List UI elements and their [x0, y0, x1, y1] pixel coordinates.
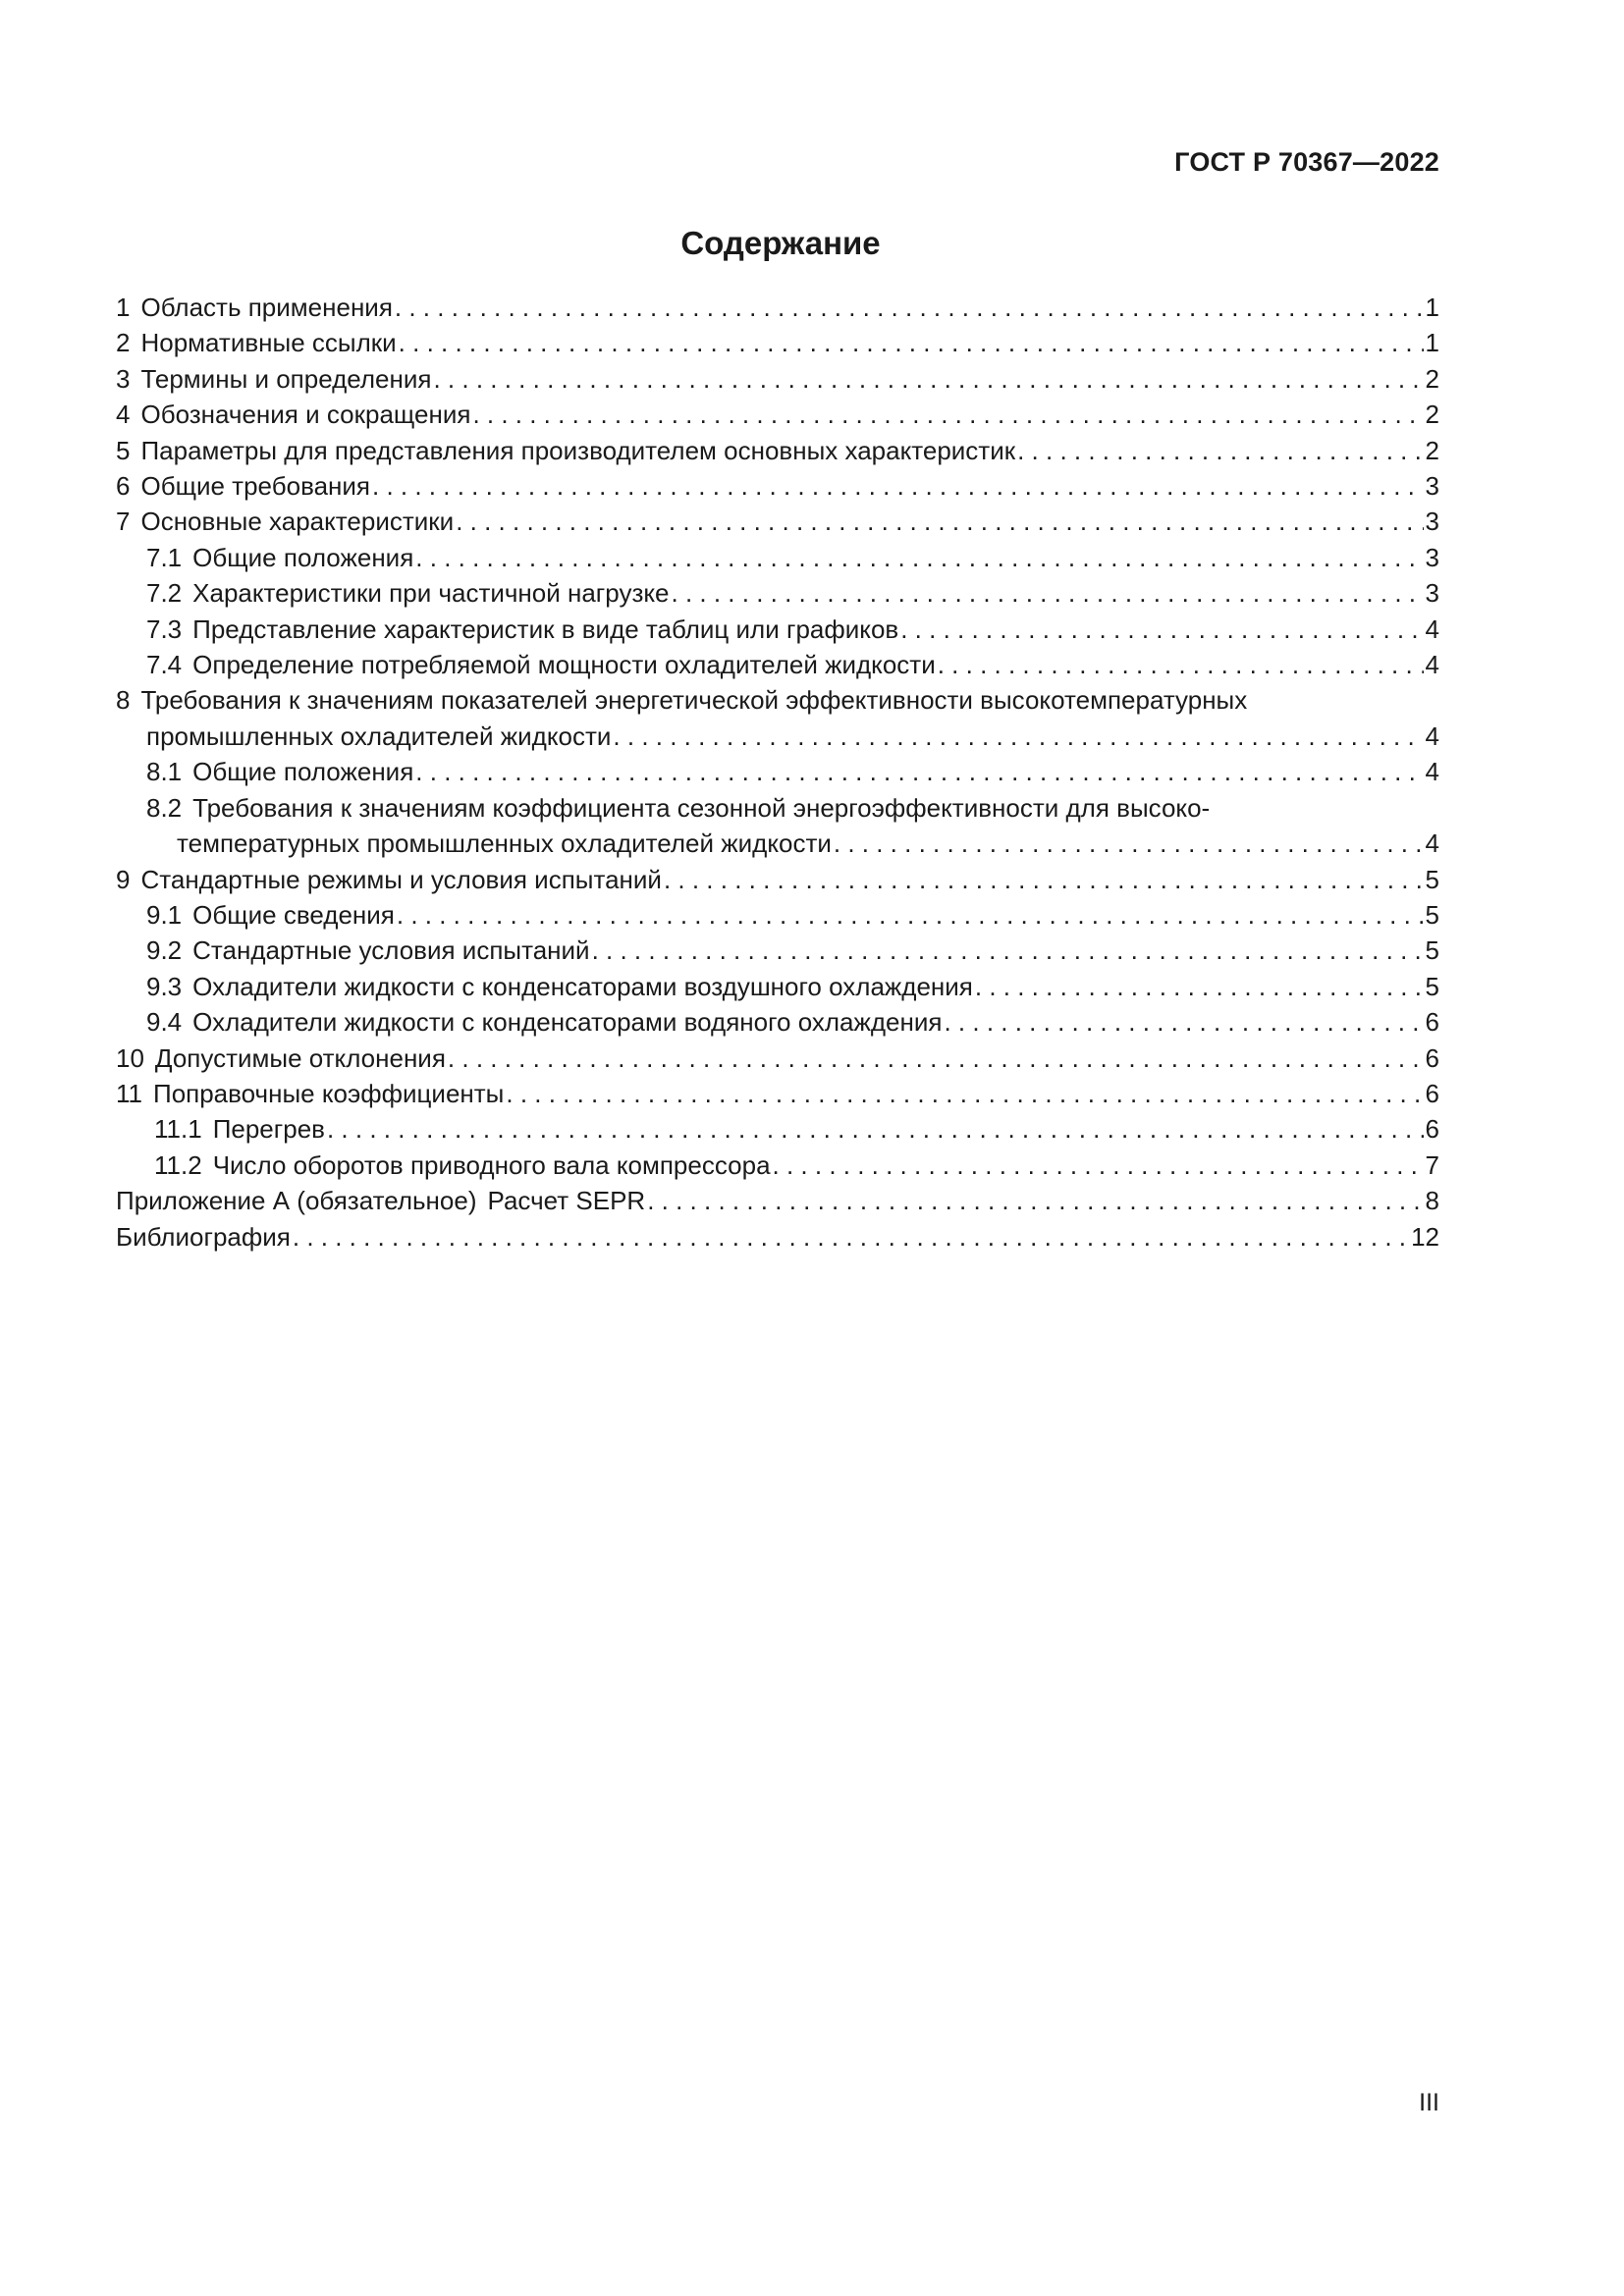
toc-entry-title: Стандартные условия испытаний: [192, 935, 590, 966]
toc-entry-page: 6: [1425, 1007, 1439, 1038]
toc-leader-dots: [834, 826, 1424, 861]
toc-leader-dots: [664, 862, 1424, 897]
toc-entry-title: Область применения: [140, 293, 393, 322]
toc-leader-dots: [1017, 433, 1423, 468]
toc-entry-number: 8.2: [146, 792, 183, 823]
toc-entry-page: 7: [1425, 1149, 1439, 1180]
toc-entry-page: 5: [1425, 935, 1439, 966]
toc-leader-dots: [613, 719, 1423, 754]
toc-title: Содержание: [680, 225, 881, 261]
toc-entry-page: 3: [1425, 578, 1439, 609]
toc-entry-number: 7: [116, 507, 131, 537]
toc-entry-7[interactable]: [116, 504, 1439, 539]
toc-entry-number: 6: [116, 471, 131, 502]
toc-entry-3[interactable]: [116, 361, 1439, 397]
toc-entry-title: Нормативные ссылки: [140, 328, 397, 358]
toc-entry-title: Общие положения: [192, 542, 414, 572]
toc-entry-number: 5: [116, 435, 131, 465]
toc-entry-number: 2: [116, 328, 131, 358]
toc-leader-dots: [672, 575, 1424, 611]
toc-leader-dots: [456, 504, 1423, 539]
toc-entry-number: 4: [116, 400, 131, 430]
toc-entry-page: 5: [1425, 899, 1439, 930]
toc-entry-bibliography[interactable]: [116, 1219, 1439, 1255]
toc-entry-number: 9.2: [146, 935, 183, 966]
toc-entry-title: Представление характеристик в виде таблиц или графиков: [192, 614, 899, 644]
toc-entry-number: 11: [116, 1078, 142, 1108]
toc-entry-11-1[interactable]: [116, 1111, 1439, 1147]
toc-entry-5[interactable]: [116, 433, 1439, 468]
toc-entry-title: Определение потребляемой мощности охладителей жидкости: [192, 650, 936, 680]
toc-entry-title: Стандартные режимы и условия испытаний: [140, 864, 662, 894]
toc-entry-title: Требования к значениям коэффициента сезонной энергоэффективности для высоко-: [192, 792, 1211, 823]
toc-leader-dots: [506, 1076, 1423, 1111]
toc-entry-page: 2: [1425, 400, 1439, 430]
toc-entry-page: 4: [1425, 721, 1439, 751]
toc-entry-page: 5: [1425, 864, 1439, 894]
toc-entry-number: 1: [116, 293, 131, 322]
toc-entry-number: 7.1: [146, 542, 183, 572]
toc-entry-title-continued: температурных промышленных охладителей жидкости: [177, 828, 832, 859]
toc-entry-page: 4: [1425, 614, 1439, 644]
toc-entry-page: 1: [1425, 328, 1439, 358]
toc-entry-number: 7.4: [146, 650, 183, 680]
toc-entry-page: 12: [1411, 1221, 1439, 1252]
toc-entry-11[interactable]: [116, 1076, 1439, 1111]
toc-entry-page: 2: [1425, 363, 1439, 394]
toc-leader-dots: [372, 468, 1424, 504]
toc-entry-page: 6: [1425, 1078, 1439, 1108]
toc-entry-10[interactable]: [116, 1041, 1439, 1076]
toc-entry-title: Охладители жидкости с конденсаторами воздушного охлаждения: [192, 971, 973, 1001]
toc-leader-dots: [397, 897, 1424, 933]
toc-entry-9-2[interactable]: [116, 933, 1439, 968]
toc-entry-title: Охладители жидкости с конденсаторами водяного охлаждения: [192, 1007, 943, 1038]
toc-entry-number: 9: [116, 864, 131, 894]
toc-entry-2[interactable]: [116, 325, 1439, 360]
toc-entry-7-4[interactable]: [116, 647, 1439, 682]
toc-leader-dots: [327, 1111, 1424, 1147]
toc-entry-number: 7.3: [146, 614, 183, 644]
toc-entry-number: 9.4: [146, 1007, 183, 1038]
toc-entry-title-continued: промышленных охладителей жидкости: [146, 721, 612, 751]
toc-entry-page: 5: [1425, 971, 1439, 1001]
toc-leader-dots: [938, 647, 1424, 682]
toc-entry-title: Число оборотов приводного вала компрессора: [212, 1149, 771, 1180]
toc-entry-title: Расчет SEPR: [487, 1186, 646, 1216]
toc-entry-8-2-line1[interactable]: [116, 790, 1439, 826]
toc-entry-8-line1[interactable]: [116, 682, 1439, 718]
toc-entry-number: 8: [116, 685, 131, 716]
toc-entry-title: Допустимые отклонения: [154, 1042, 446, 1073]
toc-entry-8-1[interactable]: [116, 754, 1439, 789]
toc-leader-dots: [944, 1004, 1423, 1040]
document-code: ГОСТ Р 70367—2022: [1174, 147, 1439, 177]
toc-entry-title: Термины и определения: [140, 363, 432, 394]
toc-entry-7-1[interactable]: [116, 540, 1439, 575]
toc-leader-dots: [448, 1041, 1424, 1076]
toc-entry-title: Поправочные коэффициенты: [153, 1078, 505, 1108]
toc-leader-dots: [395, 290, 1424, 325]
toc-leader-dots: [293, 1219, 1409, 1255]
toc-leader-dots: [472, 397, 1423, 432]
toc-entry-7-2[interactable]: [116, 575, 1439, 611]
page-number: III: [1419, 2089, 1439, 2116]
toc-entry-number: 9.1: [146, 899, 183, 930]
toc-leader-dots: [975, 969, 1424, 1004]
table-of-contents: [116, 290, 1439, 1255]
toc-entry-9-1[interactable]: [116, 897, 1439, 933]
toc-leader-dots: [433, 361, 1423, 397]
toc-entry-9-3[interactable]: [116, 969, 1439, 1004]
toc-leader-dots: [415, 754, 1423, 789]
toc-entry-number: 11.2: [154, 1149, 202, 1180]
toc-entry-title: Обозначения и сокращения: [140, 400, 471, 430]
toc-entry-number: 10: [116, 1042, 144, 1073]
toc-appendix-label: Приложение А (обязательное): [116, 1186, 477, 1216]
toc-entry-page: 4: [1425, 650, 1439, 680]
toc-entry-page: 4: [1425, 757, 1439, 787]
toc-entry-1[interactable]: [116, 290, 1439, 325]
toc-entry-8-line2[interactable]: [116, 719, 1439, 754]
toc-entry-4[interactable]: [116, 397, 1439, 432]
toc-entry-title: Параметры для представления производителем основных характеристик: [140, 435, 1016, 465]
toc-entry-page: 1: [1425, 293, 1439, 322]
toc-entry-title: Общие положения: [192, 757, 414, 787]
toc-entry-page: 4: [1425, 828, 1439, 859]
toc-entry-title: Основные характеристики: [140, 507, 455, 537]
toc-entry-page: 6: [1425, 1114, 1439, 1145]
toc-entry-number: 9.3: [146, 971, 183, 1001]
toc-entry-6[interactable]: [116, 468, 1439, 504]
toc-entry-title: Перегрев: [212, 1114, 325, 1145]
toc-entry-title: Общие требования: [140, 471, 371, 502]
toc-leader-dots: [399, 325, 1424, 360]
toc-entry-number: 11.1: [154, 1114, 202, 1145]
toc-entry-11-2[interactable]: [116, 1148, 1439, 1183]
toc-entry-number: 8.1: [146, 757, 183, 787]
toc-entry-title: Общие сведения: [192, 899, 395, 930]
toc-entry-page: 2: [1425, 435, 1439, 465]
toc-entry-page: 3: [1425, 542, 1439, 572]
toc-entry-page: 3: [1425, 471, 1439, 502]
toc-entry-page: 8: [1425, 1186, 1439, 1216]
toc-leader-dots: [773, 1148, 1424, 1183]
toc-entry-9-4[interactable]: [116, 1004, 1439, 1040]
toc-leader-dots: [900, 612, 1423, 647]
toc-entry-9[interactable]: [116, 862, 1439, 897]
toc-entry-page: 6: [1425, 1042, 1439, 1073]
toc-entry-title: Библиография: [116, 1221, 291, 1252]
toc-leader-dots: [592, 933, 1424, 968]
toc-leader-dots: [415, 540, 1423, 575]
toc-entry-title: Требования к значениям показателей энергетической эффективности высокотемпературных: [140, 685, 1248, 716]
toc-entry-title: Характеристики при частичной нагрузке: [192, 578, 670, 609]
toc-entry-7-3[interactable]: [116, 612, 1439, 647]
toc-leader-dots: [647, 1183, 1423, 1218]
toc-entry-number: 3: [116, 363, 131, 394]
toc-entry-page: 3: [1425, 507, 1439, 537]
toc-entry-8-2-line2[interactable]: [116, 826, 1439, 861]
toc-entry-appendix-a[interactable]: [116, 1183, 1439, 1218]
toc-entry-number: 7.2: [146, 578, 183, 609]
